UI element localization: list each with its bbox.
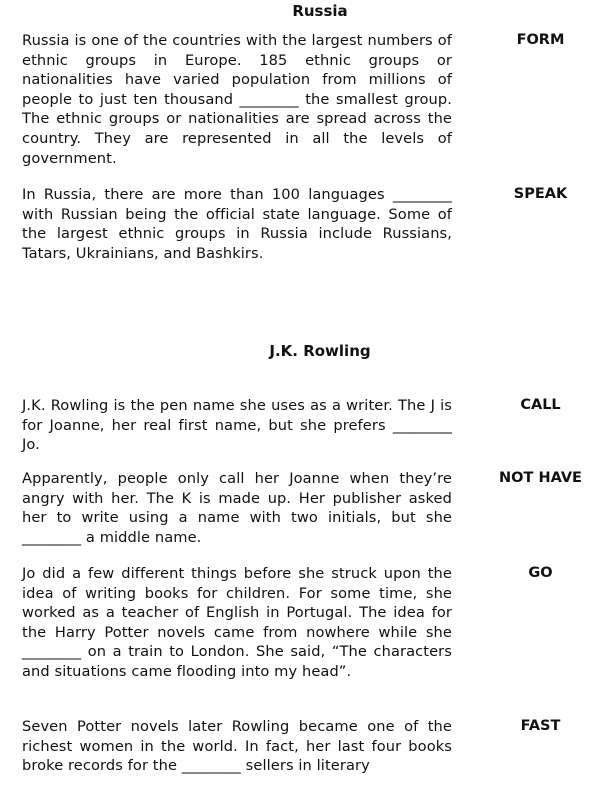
paragraph-russia-ethnic-groups: Russia is one of the countries with the largest numbers of ethnic groups in Europe. 185 ethnic groups or nationalities have varied population from millions of people to just ten thousand ________ the smallest group. The ethnic groups or nationalities are spread across the country. They are represented in all the levels of government. [22, 32, 452, 167]
keyword-not-have: NOT HAVE [499, 470, 582, 486]
keyword-form: FORM [516, 32, 565, 48]
keyword-go: GO [528, 565, 553, 581]
keyword-speak: SPEAK [513, 186, 568, 202]
section-title-russia: Russia [292, 2, 348, 20]
paragraph-rowling-career: Jo did a few different things before she struck upon the idea of writing books for children. For some time, she worked as a teacher of English in Portugal. The idea for the Harry Potter novels came from nowhere while she ________ on a train to London. She said, “The characters and situations came flooding into my head”. [22, 565, 452, 680]
paragraph-rowling-pen-name: J.K. Rowling is the pen name she uses as a writer. The J is for Joanne, her real first name, but she prefers ________ Jo. [22, 397, 452, 454]
section-title-rowling: J.K. Rowling [269, 342, 371, 360]
keyword-call: CALL [520, 397, 561, 413]
paragraph-rowling-novels: Seven Potter novels later Rowling became one of the richest women in the world. In fact, her last four books broke records for the ________ sellers in literary [22, 718, 452, 775]
paragraph-rowling-middle-name: Apparently, people only call her Joanne when they’re angry with her. The K is made up. Her publisher asked her to write using a name with two initials, but she ________ a middle name. [22, 470, 452, 546]
keyword-fast: FAST [520, 718, 561, 734]
paragraph-russia-languages: In Russia, there are more than 100 languages ________ with Russian being the official state language. Some of the largest ethnic groups in Russia include Russians, Tatars, Ukrainians, and Bashkirs. [22, 186, 452, 262]
